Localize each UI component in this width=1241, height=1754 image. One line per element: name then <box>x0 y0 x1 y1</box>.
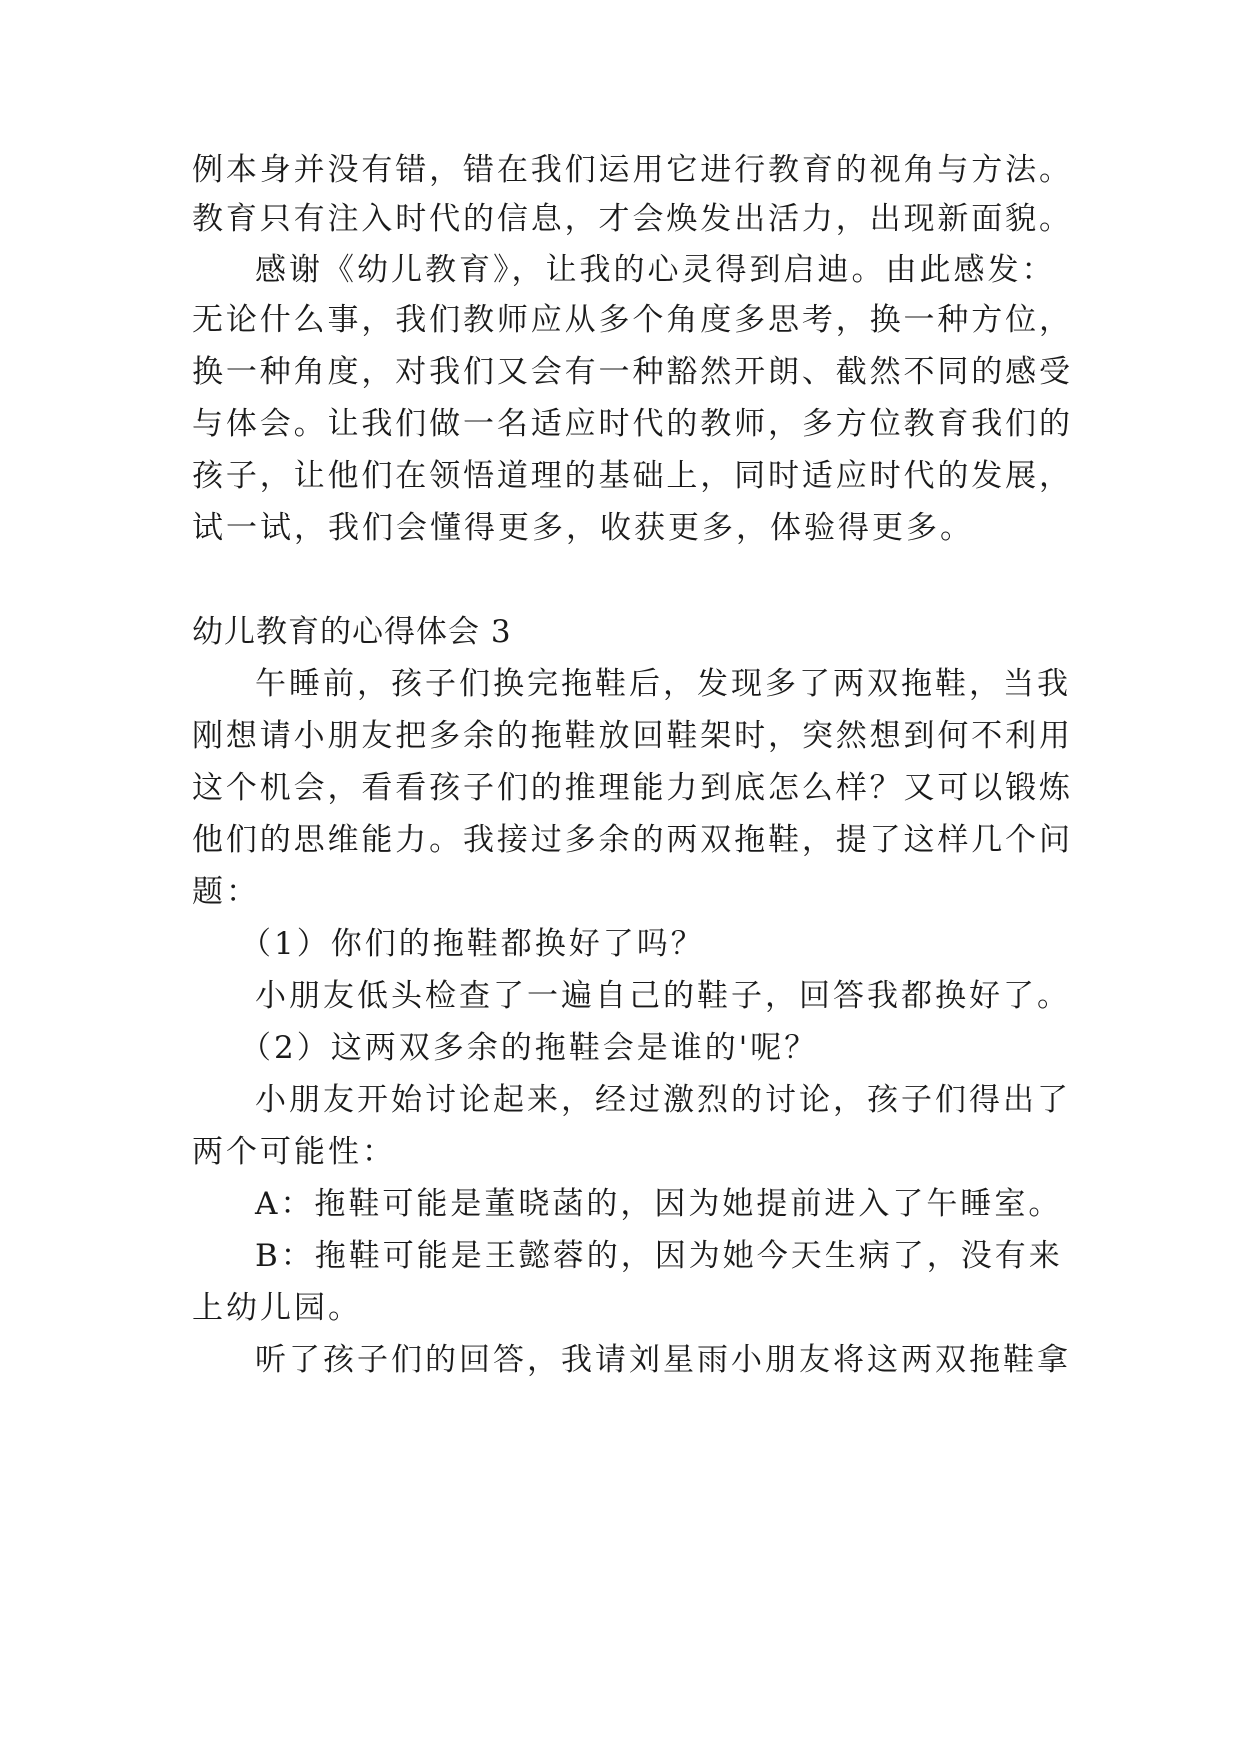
answer-1: 小朋友低头检查了一遍自己的鞋子，回答我都换好了。 <box>255 978 1071 1014</box>
section-heading: 幼儿教育的心得体会 3 <box>192 614 512 650</box>
paragraph-line: 教育只有注入时代的信息，才会焕发出活力，出现新面貌。 <box>192 201 1070 237</box>
question-2: （2）这两双多余的拖鞋会是谁的'呢？ <box>240 1030 819 1066</box>
paragraph-line: 例本身并没有错，错在我们运用它进行教育的视角与方法。 <box>192 152 1070 188</box>
paragraph-line: 题： <box>192 874 260 910</box>
paragraph-line: 与体会。让我们做一名适应时代的教师，多方位教育我们的 <box>192 406 1070 442</box>
option-b-line: 上幼儿园。 <box>192 1290 362 1326</box>
paragraph-line: 两个可能性： <box>192 1134 396 1170</box>
paragraph-line: 试一试，我们会懂得更多，收获更多，体验得更多。 <box>192 510 974 546</box>
paragraph-line: 他们的思维能力。我接过多余的两双拖鞋，提了这样几个问 <box>192 822 1070 858</box>
paragraph-line: 这个机会，看看孩子们的推理能力到底怎么样？又可以锻炼 <box>192 770 1070 806</box>
paragraph-line: 小朋友开始讨论起来，经过激烈的讨论，孩子们得出了 <box>255 1082 1071 1118</box>
paragraph-line: 换一种角度，对我们又会有一种豁然开朗、截然不同的感受 <box>192 354 1070 390</box>
paragraph-line: 感谢《幼儿教育》，让我的心灵得到启迪。由此感发： <box>255 252 1056 288</box>
paragraph-line: 无论什么事，我们教师应从多个角度多思考，换一种方位， <box>192 302 1070 338</box>
paragraph-line: 听了孩子们的回答，我请刘星雨小朋友将这两双拖鞋拿 <box>255 1342 1071 1378</box>
question-1: （1）你们的拖鞋都换好了吗？ <box>240 926 705 962</box>
paragraph-line: 孩子，让他们在领悟道理的基础上，同时适应时代的发展， <box>192 458 1070 494</box>
paragraph-line: 刚想请小朋友把多余的拖鞋放回鞋架时，突然想到何不利用 <box>192 718 1070 754</box>
option-b-line: B：拖鞋可能是王懿蓉的，因为她今天生病了，没有来 <box>255 1238 1063 1274</box>
paragraph-line: 午睡前，孩子们换完拖鞋后，发现多了两双拖鞋，当我 <box>255 666 1071 702</box>
option-a: A：拖鞋可能是董晓菡的，因为她提前进入了午睡室。 <box>255 1186 1063 1222</box>
